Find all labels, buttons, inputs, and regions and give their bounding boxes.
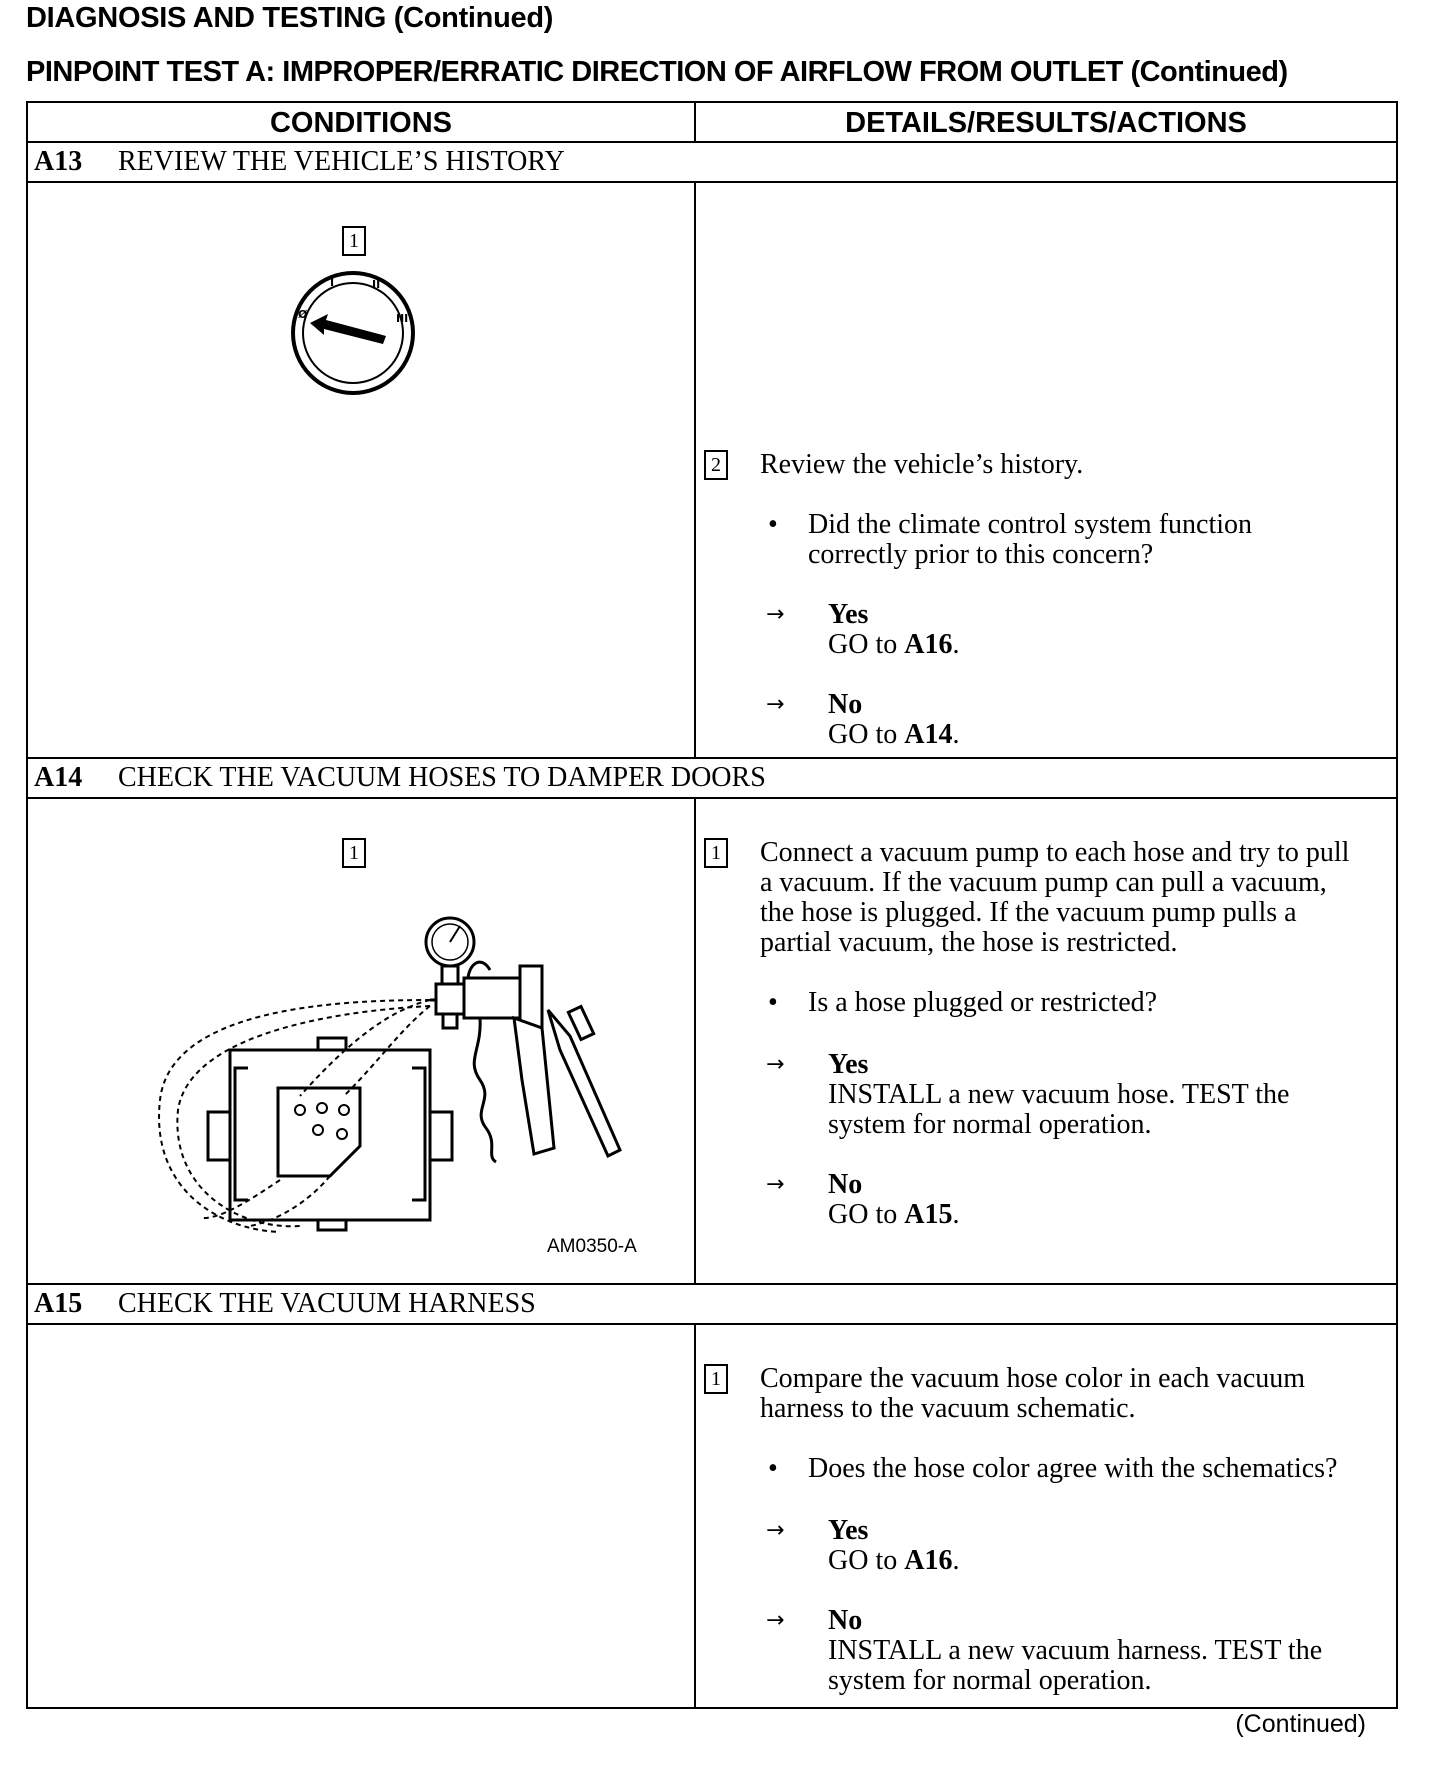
arrow-icon: → [766,1052,785,1077]
goto-target: A16 [904,1545,953,1576]
bullet-icon: • [768,987,778,1018]
action-text: GO to [828,1545,898,1576]
column-header-conditions: CONDITIONS [269,107,453,139]
question-text: Does the hose color agree with the schematics? [808,1453,1338,1484]
column-header-details: DETAILS/RESULTS/ACTIONS [845,107,1247,139]
instruction-text: Connect a vacuum pump to each hose and try to pull a vacuum. If the vacuum pump can pull a vacuum, the hose is plugged. If the vacuum pump pulls a partial vacuum, the hose is restricted. [760,837,1350,958]
step-title: CHECK THE VACUUM HARNESS [118,1288,536,1319]
answer-label: Yes [828,599,869,630]
question-text: Is a hose plugged or restricted? [808,987,1158,1018]
dial-label-3: III [396,312,409,325]
vacuum-pump-diagram-icon [130,900,630,1240]
instruction-text: Review the vehicle’s history. [760,449,1084,480]
action-text: INSTALL a new vacuum harness. TEST the system for normal operation. [828,1635,1323,1696]
answer-label: No [828,689,863,720]
arrow-icon: → [766,1518,785,1543]
result-yes: Yes GO to A16. [828,599,960,660]
answer-label: Yes [828,1515,869,1546]
arrow-icon: → [766,602,785,627]
pinpoint-test-title: PINPOINT TEST A: IMPROPER/ERRATIC DIRECTION OF AIRFLOW FROM OUTLET (Continued) [26,56,1288,88]
question-text: Did the climate control system function correctly prior to this concern? [808,509,1253,570]
column-divider [694,1325,696,1707]
dial-label-off: Ø [298,308,308,321]
arrow-icon: → [766,1608,785,1633]
step-title: REVIEW THE VEHICLE’S HISTORY [118,146,565,177]
instruction-text: Compare the vacuum hose color in each vacuum harness to the vacuum schematic. [760,1363,1306,1424]
ignition-switch-icon [288,268,418,398]
answer-label: No [828,1605,863,1636]
dial-label-2: II [372,278,381,291]
goto-target: A16 [904,629,953,660]
rule-a14-title [26,797,1398,799]
action-text: GO to [828,1199,898,1230]
bullet-icon: • [768,509,778,540]
rule-a15-title [26,1323,1398,1325]
step-marker: 1 [704,1364,728,1394]
column-divider [694,799,696,1283]
step-header-a15 [34,1285,536,1323]
step-header-a13 [34,143,565,181]
step-marker: 1 [342,226,366,256]
result-yes [828,1050,1348,1140]
step-marker: 2 [704,450,728,480]
result-no [828,1606,1368,1696]
rule-a13-title [26,181,1398,183]
page-title: DIAGNOSIS AND TESTING (Continued) [26,2,554,34]
goto-target: A14 [904,719,953,750]
answer-label: No [828,1169,863,1200]
dial-label-1: I [330,276,335,289]
arrow-icon: → [766,692,785,717]
step-id: A15 [34,1288,83,1319]
continued-label: (Continued) [1235,1710,1366,1738]
step-marker: 1 [342,838,366,868]
result-yes: Yes GO to A16. [828,1515,960,1576]
column-divider [694,183,696,757]
step-header-a14 [34,759,766,797]
answer-label: Yes [828,1049,869,1080]
step-title: CHECK THE VACUUM HOSES TO DAMPER DOORS [118,762,766,793]
result-no: No GO to A15. [828,1169,960,1230]
result-no: No GO to A14. [828,689,960,750]
step-id: A14 [34,762,83,793]
figure-caption: AM0350-A [547,1236,637,1257]
action-text: GO to [828,719,898,750]
step-marker: 1 [704,838,728,868]
step-id: A13 [34,146,83,177]
action-text: INSTALL a new vacuum hose. TEST the system for normal operation. [828,1079,1290,1140]
bullet-icon: • [768,1453,778,1484]
action-text: GO to [828,629,898,660]
arrow-icon: → [766,1172,785,1197]
goto-target: A15 [904,1199,953,1230]
